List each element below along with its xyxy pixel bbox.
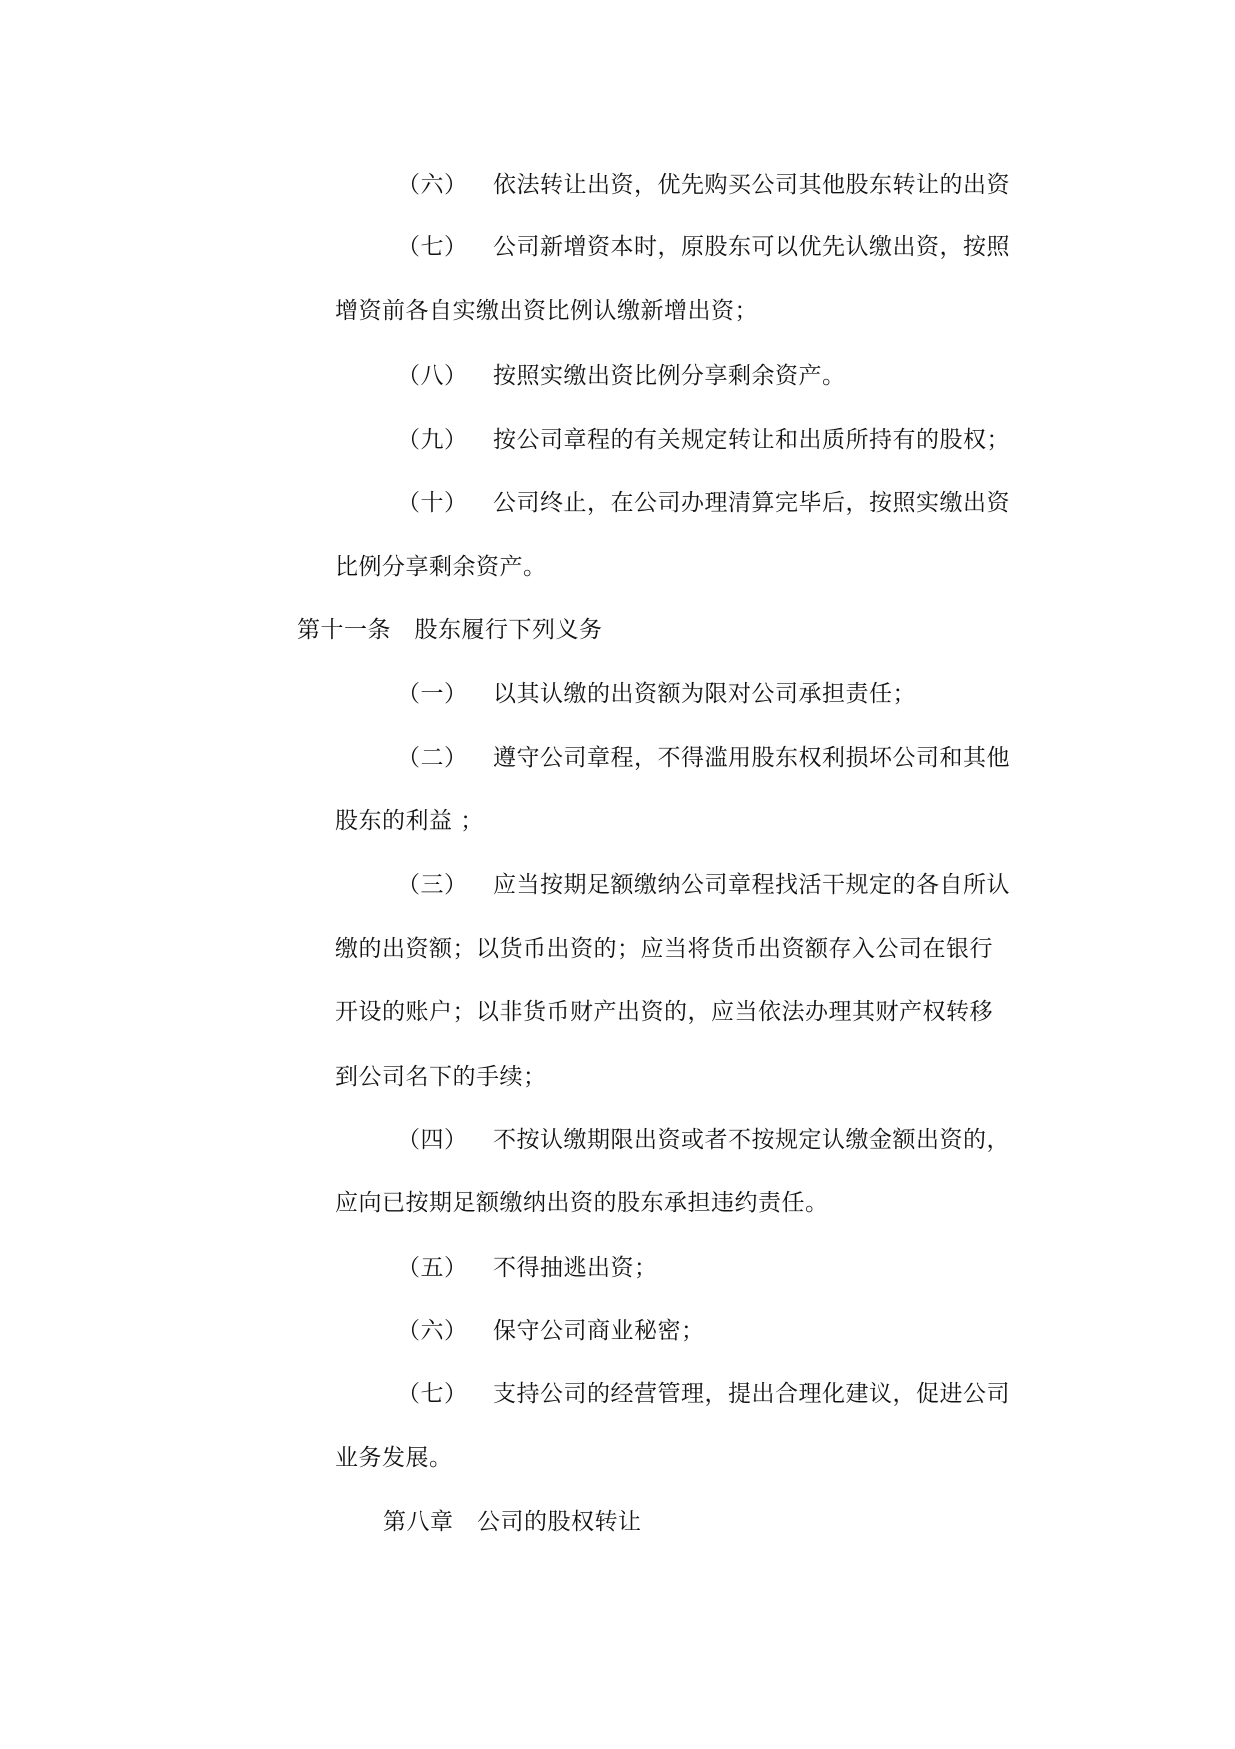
item-text: 以其认缴的出资额为限对公司承担责任； xyxy=(493,681,916,707)
chapter-heading: 第八章 公司的股权转让 xyxy=(383,1509,642,1535)
item-number: （六） xyxy=(397,1318,468,1344)
item-number: （七） xyxy=(397,1381,468,1407)
item-text-continued: 到公司名下的手续； xyxy=(335,1064,547,1090)
item-text: 遵守公司章程，不得滥用股东权利损坏公司和其他 xyxy=(493,745,1010,771)
item-text: 支持公司的经营管理，提出合理化建议，促进公司 xyxy=(493,1381,1010,1407)
item-text-continued: 应向已按期足额缴纳出资的股东承担违约责任。 xyxy=(335,1190,829,1216)
item-number: （一） xyxy=(397,681,468,707)
article-heading: 第十一条 股东履行下列义务 xyxy=(297,617,603,643)
item-number: （七） xyxy=(397,234,468,260)
item-text: 公司终止，在公司办理清算完毕后，按照实缴出资 xyxy=(493,490,1010,516)
item-number: （四） xyxy=(397,1127,468,1153)
item-text-continued: 股东的利益 ； xyxy=(335,808,484,834)
item-text: 按公司章程的有关规定转让和出质所持有的股权； xyxy=(493,427,1010,453)
item-number: （五） xyxy=(397,1255,468,1281)
item-number: （十） xyxy=(397,490,468,516)
item-text: 依法转让出资，优先购买公司其他股东转让的出资 xyxy=(493,172,1010,198)
item-text: 应当按期足额缴纳公司章程找活干规定的各自所认 xyxy=(493,872,1010,898)
item-text-continued: 业务发展。 xyxy=(335,1445,453,1471)
item-number: （六） xyxy=(397,172,468,198)
item-text: 不按认缴期限出资或者不按规定认缴金额出资的， xyxy=(493,1127,1010,1153)
item-number: （三） xyxy=(397,872,468,898)
item-text: 保守公司商业秘密； xyxy=(493,1318,705,1344)
item-text-continued: 开设的账户；以非货币财产出资的，应当依法办理其财产权转移 xyxy=(335,999,993,1025)
item-text-continued: 增资前各自实缴出资比例认缴新增出资； xyxy=(335,298,758,324)
item-text-continued: 比例分享剩余资产。 xyxy=(335,554,547,580)
item-number: （二） xyxy=(397,745,468,771)
item-text-continued: 缴的出资额；以货币出资的；应当将货币出资额存入公司在银行 xyxy=(335,936,993,962)
item-text: 按照实缴出资比例分享剩余资产。 xyxy=(493,363,846,389)
item-text: 公司新增资本时，原股东可以优先认缴出资，按照 xyxy=(493,234,1010,260)
item-number: （八） xyxy=(397,363,468,389)
item-text: 不得抽逃出资； xyxy=(493,1255,658,1281)
item-number: （九） xyxy=(397,427,468,453)
